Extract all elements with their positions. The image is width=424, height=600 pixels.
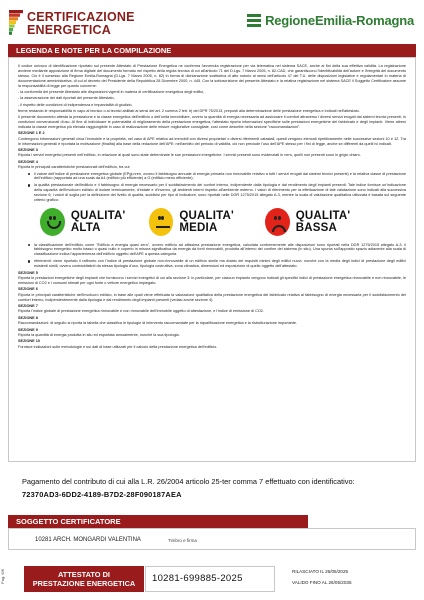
quality-high-label: QUALITA' ALTA xyxy=(70,209,126,234)
section-text: Riporta la quantità di energia prodotta in situ ed esportata annualmente, nonché la sua tipologia. xyxy=(18,333,180,337)
quality-high xyxy=(40,208,149,236)
list-item: la qualità prestazionale dell'edificio e il fabbisogno di energia necessario per il soddisfacimento dei confort interno, indipendente dalla tipologia e dal rendimento degli impianti presenti. Tale indice fornisce un'indicazione della capacità dell'involucro edilizio di isolare termicamente, d'estate e d'inverno, gli ambienti interni rispetto all'ambiente esterno. I valori di riferimento per la effettuazione di tale valutazione sono indicati alla successiva sezione 6; i valori di soglia per la definizione del livello di qualità, suddivisi per tipo di indicatore, sono riportati nelle DGR 1275/2015 allegato A-3, mentre la scala di valutazione qualitativa utilizzata è basata sul seguente criterio grafico: xyxy=(28,183,406,203)
payment-statement: Pagamento del contributo di cui alla L.R. 26/2004 articolo 25-ter comma 7 effettuato con identificativo: xyxy=(22,477,355,486)
energy-certificate-icon xyxy=(9,10,23,36)
quality-scale xyxy=(18,205,406,240)
certificate-title xyxy=(27,11,135,37)
page-number-text: Pag. 6/6 xyxy=(0,569,5,584)
section-text: Riporta le prestazioni energetiche degli impianti che forniscono i servizi energetici di cui alla sezione 3: in particolare, per ciascun impianto vengono indicati gli specifici indici di prestazione energetica rinnovabile e non rinnovabile, le emissioni di CO2 e i consumi stimati per ogni fonte o vettore energetico impiegato. xyxy=(18,275,406,285)
footer-document-title xyxy=(24,566,144,592)
intro-paragraph: Il codice univoco di identificazione riportato sul presente Attestato di Prestazione Energetica ne conferma l'avvenuta registrazione per via telematica nel sistema SACE, anche ai fini della sua effettiva validità. La registrazione avviene mediante apposizione di firma digitale del documento formato nel rispetto della regola tecnica di cui all'articolo 71 del D.Lgs. 7 Marzo 2005, n. 82-CAD, che garantiscono l'identificabilità dell'autore e l'integrità del documento stesso. Ciò è il sorsesso alla Regione Emilia-Romagna (D.Lgs. 7 Marzo 2005, n. 82) in forma di dichiarazione sostitutiva di atto notorio ai sensi dell'articolo 47 del T.U. delle disposizioni legislative e regolamentari in materia di documentazione amministrativa, di cui al decreto del Presidente della Repubblica 28 Dicembre 2000, n. 445. Con la sottoscrizione del presente Attestato e la relativa registrazione nel sistema SACE il Soggetto Certificatore assume la responsabilità di legge per quanto concerne: xyxy=(18,64,406,88)
region-logo xyxy=(247,13,414,28)
list-item: il valore dell'indice di prestazione energetica globale (EPgl,nren, ovvero il fabbisogno annuale di energia primaria non rinnovabile relativo a tutti i servizi erogati dai sistemi tecnici presenti) e la relativa classe di prestazione dell'edificio (rapportata ad una scala da A4 (edificio più efficiente) a G (edificio meno efficiente); xyxy=(28,172,406,182)
list-item: riferimenti: viene riportato il raffronto con l'indice di prestazione globale non-rinnovabile di un edificio simile ma dotato dei requisiti minimi degli edifici nuovi, nonché con la media degli indici di prestazione degli edifici esistenti simili, ovvero contraddistinti da stessa tipologia d'uso, tipologia costruttiva, zona climatica, dimensioni ed esposizione di quello oggetto dell'attestato. xyxy=(28,259,406,269)
issue-date: RILASCIATO IL 26/05/2025 xyxy=(292,569,349,574)
region-name: RegioneEmilia-Romagna xyxy=(265,13,414,28)
section-heading: SEZIONE 7 xyxy=(18,303,38,308)
section-text: Riporta le principali caratteristiche prestazionali dell'edificio, tra cui: xyxy=(18,165,131,170)
section-heading: SEZIONE 10 xyxy=(18,339,40,344)
expiry-date: VALIDO FINO AL 26/05/2035 xyxy=(292,580,352,585)
certificate-code: 10281-699885-2025 xyxy=(145,566,275,592)
quality-medium xyxy=(149,208,265,236)
certifier-section-title: SOGGETTO CERTIFICATORE xyxy=(8,515,308,528)
section-text: Riporta i servizi energetici presenti nell'edificio, in relazione ai quali sono state determinate le sue prestazioni energetiche. I servizi presenti sono evidenziati in nero, quelli non presenti sono in grigio chiaro. xyxy=(18,153,361,158)
section-text: Riporta l'indice globale di prestazione energetica rinnovabile e non rinnovabile dell'immobile oggetto di attestazione, e l'indice di emissione di CO2. xyxy=(18,309,264,314)
smiley-sad-icon xyxy=(265,208,290,236)
notes-content xyxy=(8,57,416,462)
section-text: Raccomandazioni: di seguito si riporta la tabella che classifica le tipologie di intervento raccomandate per la riqualificazione energetica e la ristrutturazione importante. xyxy=(18,321,298,326)
classification-list xyxy=(28,243,406,269)
legend-section-title: LEGENDA E NOTE PER LA COMPILAZIONE xyxy=(8,44,416,57)
section-heading: SEZIONE 3 xyxy=(18,148,38,153)
section-text: Fornisce indicazioni sulle metodologie e sui dati di base utilizzati per il calcolo della prestazione energetica dell'edificio. xyxy=(18,344,218,349)
quality-medium-label: QUALITA' MEDIA xyxy=(179,209,234,234)
list-item: la classificazione dell'edificio come "Edificio a energia quasi zero", ovvero edificio ad altissima prestazione energetica, calcolata conformemente alle disposizioni sono riportati nella DGR 1275/2015 allegato A-3, il fabbisogno energetico molto basso o quasi nullo è coperto in misura significativa da energia da fonti rinnovabili, prodotta all'interno del confine del sistema (in situ). Una spunta sull'apposito spazio adiacente alla scala di classificazione indica l'appartenenza dell'edificio oggetto dell'APE a questa categoria. xyxy=(28,243,406,258)
section-heading: SEZIONE 4 xyxy=(18,159,38,164)
footer-title-line2: PRESTAZIONE ENERGETICA xyxy=(32,579,136,588)
section-heading: SEZIONE 1 E 2 xyxy=(18,131,45,136)
payment-identifier: 72370AD3-6DD2-4189-B7D2-28F090187AEA xyxy=(22,490,182,499)
section-heading: SEZIONE 8 xyxy=(18,315,38,320)
section4-list xyxy=(28,172,406,203)
intro-paragraph: - la conformità del presente Attestato alle disposizioni vigenti in materia di certificazione energetica degli edifici, xyxy=(18,89,205,94)
quality-low xyxy=(265,208,384,236)
certifier-box xyxy=(8,528,416,550)
section-heading: SEZIONE 6 xyxy=(18,287,38,292)
section-text: Contengono informazioni generali circa l'immobile e la proprietà; nel caso di APE relativo ad immobili con diversi proprietari o diversi riferimenti catastali, questi vengono elencati ripetitivamente nelle successive sezioni 10 e 12. Tra le informazioni generali è riportata la motivazione (finalità) alla base della redazione dell'APE: nell'ambito del periodo di validità, ciò non preclude l'uso dell'APE stesso per i fini di legge, anche se differenti da quelli ivi indicati. xyxy=(18,136,406,146)
region-flag-icon xyxy=(247,14,261,27)
certificate-title-line2: ENERGETICA xyxy=(27,23,111,37)
smiley-happy-icon xyxy=(40,208,65,236)
section-text: Riporta le principali caratteristiche dell'involucro edilizio, in base alle quali viene effettuata la valutazione qualitativa della prestazione energetica del fabbricato relativa al fabbisogno di energia necessaria per il soddisfacimento del comfort interno, indipendentemente dalla tipologia e dal rendimento degli impianti presenti (vedasi anche sezione 4). xyxy=(18,292,406,302)
validity-dates xyxy=(292,566,352,588)
intro-paragraph: Il presente documento attesta la prestazione e la classe energetica dell'edificio o dell'unità immobiliare, ovvero la quantità di energia necessaria ad assicurare il comfort attraverso i diversi servizi erogati dai sistemi tecnici presenti, in condizioni convenzionali d'uso. Al fine di individuare le potenzialità di miglioramento della prestazione energetica, l'attestato riporta informazioni specifiche sulle prestazioni energetiche del fabbricato e degli impianti. Viene altresì indicata la classe energetica più elevata raggiungibile in caso di realizzazione delle misure migliorative consigliate, così come descritte nella sezione "raccomandazioni". xyxy=(18,115,406,129)
page-header xyxy=(0,0,424,48)
intro-paragraph: ferme restando le responsabilità in capo al tecnico o ai tecnici abilitati ai sensi del art. 2 comma 2 lett. b) del DPR 75/2013, preposti alla determinazione delle prestazione energetica e indicati nell'attestato. xyxy=(18,108,360,113)
section-heading: SEZIONE 9 xyxy=(18,327,38,332)
intro-paragraph: - la asseverazione dei dati riportati del presente Attestato, xyxy=(18,96,115,101)
page-number xyxy=(0,562,13,592)
signature-label: Timbro e firma xyxy=(168,538,197,543)
smiley-neutral-icon xyxy=(149,208,174,236)
section-heading: SEZIONE 5 xyxy=(18,270,38,275)
footer-title-line1: ATTESTATO DI xyxy=(57,570,110,579)
quality-low-label: QUALITA' BASSA xyxy=(295,209,351,234)
certifier-name: 10281 ARCH. MONGARDI VALENTINA xyxy=(35,537,141,543)
certificate-title-line1: CERTIFICAZIONE xyxy=(27,10,135,24)
intro-paragraph: - il rispetto delle condizioni di indipendenza e imparzialità di giudizio, xyxy=(18,102,133,107)
